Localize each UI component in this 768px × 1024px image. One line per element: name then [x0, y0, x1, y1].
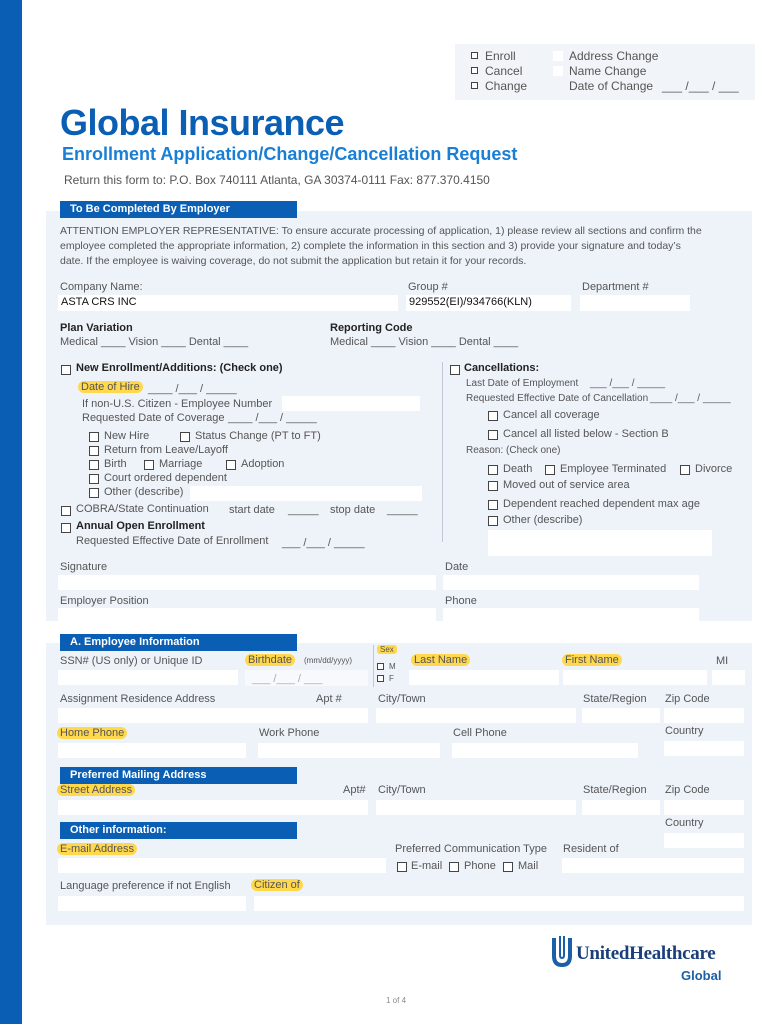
change-checkbox[interactable] [471, 82, 478, 89]
employee-country-label: Country [665, 725, 704, 737]
birthdate-highlight: Birthdate [245, 654, 295, 666]
status-change-label: Status Change (PT to FT) [195, 430, 321, 442]
employer-position-field[interactable] [58, 608, 436, 623]
mi-label: MI [716, 655, 729, 667]
comm-mail-label: Mail [518, 860, 539, 872]
street-address-label [57, 784, 135, 796]
annual-effective-label: Requested Effective Date of Enrollment [76, 535, 269, 547]
new-hire-label: New Hire [104, 430, 150, 442]
last-employment-label: Last Date of Employment [466, 378, 579, 389]
attention-line-2: employee completed the appropriate information, 2) complete the information in this section and 3) provide your signature and today’s [60, 240, 681, 252]
plan-variation-line: Medical ____ Vision ____ Dental ____ [60, 336, 249, 348]
death-label: Death [503, 463, 533, 475]
new-hire-checkbox[interactable] [89, 432, 99, 442]
other-new-label: Other (describe) [104, 486, 184, 498]
phone-label: Phone [445, 595, 477, 607]
email-address-highlight: E-mail Address [57, 843, 137, 855]
moved-out-label: Moved out of service area [503, 479, 630, 491]
annual-open-checkbox[interactable] [61, 523, 71, 533]
company-name-value: ASTA CRS INC [61, 296, 137, 308]
comm-phone-label: Phone [464, 860, 496, 872]
mailing-apt-label: Apt# [343, 784, 366, 796]
assignment-state-label: State/Region [583, 693, 647, 705]
attention-line-3: date. If the employee is waiving coverage, do not submit the application but retain it for your records. [60, 255, 527, 267]
requested-cancel-blank: ____ /___ / _____ [650, 393, 731, 404]
email-address-label [57, 843, 137, 855]
language-preference-label: Language preference if not English [60, 880, 231, 892]
home-phone-label [57, 727, 127, 739]
mailing-section-heading: Preferred Mailing Address [60, 767, 297, 784]
cancel-listed-label: Cancel all listed below - Section B [503, 428, 669, 440]
reporting-code-line: Medical ____ Vision ____ Dental ____ [330, 336, 519, 348]
mailing-city-label: City/Town [378, 784, 426, 796]
department-label: Department # [582, 281, 649, 293]
page-title: Global Insurance [60, 102, 345, 143]
cancellations-checkbox[interactable] [450, 365, 460, 375]
unitedhealthcare-u-icon [550, 934, 574, 970]
employee-country-field[interactable] [664, 741, 744, 756]
comm-email-label: E-mail [411, 860, 443, 872]
citizen-of-label [251, 879, 303, 891]
sex-m-checkbox[interactable] [377, 663, 384, 670]
change-label: Change [485, 79, 528, 93]
date-of-change-label: Date of Change [569, 79, 654, 93]
employer-column-divider [442, 362, 443, 542]
date-of-change-blank: ___ /___ / ___ [662, 79, 739, 93]
address-change-checkbox[interactable] [553, 51, 563, 61]
mailing-zip-field[interactable] [664, 800, 744, 815]
street-address-field[interactable] [58, 800, 368, 815]
employer-position-label: Employer Position [60, 595, 149, 607]
mailing-city-field[interactable] [376, 800, 576, 815]
resident-of-field[interactable] [562, 858, 744, 873]
other-new-checkbox[interactable] [89, 488, 99, 498]
other-cancel-describe-field[interactable] [488, 530, 712, 556]
reason-check-label: Reason: (Check one) [466, 445, 561, 456]
sex-m-label: M [389, 662, 396, 671]
employer-section-heading: To Be Completed By Employer [60, 201, 297, 218]
assignment-address-field[interactable] [58, 708, 368, 723]
cancel-all-coverage-checkbox[interactable] [488, 411, 498, 421]
cobra-label: COBRA/State Continuation [76, 503, 209, 515]
company-name-label: Company Name: [60, 281, 143, 293]
cancel-all-coverage-label: Cancel all coverage [503, 409, 600, 421]
page-number: 1 of 4 [386, 996, 407, 1005]
last-employment-blank: ___ /___ / _____ [590, 378, 666, 389]
sex-f-checkbox[interactable] [377, 675, 384, 682]
non-us-citizen-label: If non-U.S. Citizen - Employee Number [82, 398, 273, 410]
divorce-checkbox[interactable] [680, 465, 690, 475]
group-number-label: Group # [408, 281, 448, 293]
employee-number-field[interactable] [282, 396, 420, 411]
date-of-hire-highlight: Date of Hire [78, 381, 143, 393]
marriage-checkbox[interactable] [144, 460, 154, 470]
new-enrollment-checkbox[interactable] [61, 365, 71, 375]
last-name-field[interactable] [409, 670, 559, 685]
return-leave-label: Return from Leave/Layoff [104, 444, 228, 456]
attention-line-1: ATTENTION EMPLOYER REPRESENTATIVE: To ensure accurate processing of application, 1) please review all sections and confirm the [60, 225, 702, 237]
other-cancel-label: Other (describe) [503, 514, 583, 526]
court-ordered-label: Court ordered dependent [104, 472, 227, 484]
death-checkbox[interactable] [488, 465, 498, 475]
first-name-field[interactable] [563, 670, 707, 685]
cobra-start-date-label: start date [229, 504, 275, 516]
birthdate-field[interactable] [245, 670, 368, 686]
assignment-zip-field[interactable] [664, 708, 744, 723]
employee-section-heading: A. Employee Information [60, 634, 297, 651]
language-preference-field[interactable] [58, 896, 246, 911]
ssn-field[interactable] [58, 670, 238, 685]
signature-label: Signature [60, 561, 108, 573]
left-brand-bar [0, 0, 22, 1024]
department-field[interactable] [580, 295, 690, 311]
citizen-of-highlight: Citizen of [251, 879, 303, 891]
return-address-line: Return this form to: P.O. Box 740111 Atlanta, GA 30374-0111 Fax: 877.370.4150 [64, 173, 490, 187]
employee-terminated-label: Employee Terminated [560, 463, 667, 475]
cancel-listed-checkbox[interactable] [488, 430, 498, 440]
mailing-state-label: State/Region [583, 784, 647, 796]
cobra-stop-date-label: stop date [330, 504, 376, 516]
court-ordered-checkbox[interactable] [89, 474, 99, 484]
assignment-address-label: Assignment Residence Address [60, 693, 216, 705]
first-name-label [562, 654, 622, 666]
other-section-heading: Other information: [60, 822, 297, 839]
cell-phone-label: Cell Phone [453, 727, 507, 739]
birth-label: Birth [104, 458, 127, 470]
birthdate-label [245, 654, 295, 666]
cobra-checkbox[interactable] [61, 506, 71, 516]
birthdate-format: (mm/dd/yyyy) [304, 656, 352, 665]
other-cancel-checkbox[interactable] [488, 516, 498, 526]
assignment-apt-label: Apt # [316, 693, 342, 705]
citizen-of-field[interactable] [254, 896, 744, 911]
enroll-label: Enroll [485, 49, 516, 63]
requested-cancel-label: Requested Effective Date of Cancellation [466, 393, 649, 404]
mailing-state-field[interactable] [582, 800, 660, 815]
return-leave-checkbox[interactable] [89, 446, 99, 456]
signature-field[interactable] [58, 575, 436, 590]
cancellations-label: Cancellations: [464, 362, 540, 374]
adoption-checkbox[interactable] [226, 460, 236, 470]
assignment-state-field[interactable] [582, 708, 660, 723]
enroll-checkbox[interactable] [471, 52, 478, 59]
cancel-label: Cancel [485, 64, 523, 78]
sex-highlight: Sex [377, 645, 397, 654]
page-subtitle: Enrollment Application/Change/Cancellation Request [62, 144, 518, 164]
assignment-city-label: City/Town [378, 693, 426, 705]
preferred-communication-label: Preferred Communication Type [395, 843, 548, 855]
other-new-describe-field[interactable] [190, 486, 422, 501]
resident-of-label: Resident of [563, 843, 619, 855]
home-phone-highlight: Home Phone [57, 727, 127, 739]
mailing-zip-label: Zip Code [665, 784, 710, 796]
email-address-field[interactable] [58, 858, 386, 873]
adoption-label: Adoption [241, 458, 285, 470]
plan-variation-label: Plan Variation [60, 322, 133, 334]
unitedhealthcare-logo [550, 932, 730, 988]
ssn-label: SSN# (US only) or Unique ID [60, 655, 203, 667]
reporting-code-label: Reporting Code [330, 322, 413, 334]
cancel-checkbox[interactable] [471, 67, 478, 74]
comm-phone-checkbox[interactable] [449, 862, 459, 872]
assignment-zip-label: Zip Code [665, 693, 710, 705]
brand-name: UnitedHealthcare [576, 943, 716, 964]
street-address-highlight: Street Address [57, 784, 135, 796]
cobra-stop-date-blank: _____ [387, 504, 418, 516]
annual-open-label: Annual Open Enrollment [76, 520, 205, 532]
name-change-checkbox[interactable] [553, 66, 563, 76]
phone-field[interactable] [443, 608, 699, 623]
mailing-country-field[interactable] [664, 833, 744, 848]
status-change-checkbox[interactable] [180, 432, 190, 442]
birth-checkbox[interactable] [89, 460, 99, 470]
sex-label [377, 645, 397, 654]
requested-coverage-label: Requested Date of Coverage [82, 412, 225, 424]
last-name-label [411, 654, 470, 666]
date-of-hire-label [78, 381, 143, 393]
marriage-label: Marriage [159, 458, 203, 470]
cobra-start-date-blank: _____ [288, 504, 319, 516]
annual-effective-blank: ___ /___ / _____ [282, 537, 365, 549]
requested-coverage-blank: ____ /___ / _____ [228, 412, 317, 424]
date-field[interactable] [443, 575, 699, 590]
dependent-max-label: Dependent reached dependent max age [503, 498, 700, 510]
date-label: Date [445, 561, 469, 573]
home-phone-field[interactable] [58, 743, 246, 758]
comm-mail-checkbox[interactable] [503, 862, 513, 872]
group-number-value: 929552(EI)/934766(KLN) [409, 296, 532, 308]
assignment-city-field[interactable] [376, 708, 576, 723]
comm-email-checkbox[interactable] [397, 862, 407, 872]
last-name-highlight: Last Name [411, 654, 470, 666]
sex-divider [373, 645, 374, 687]
employee-terminated-checkbox[interactable] [545, 465, 555, 475]
sex-f-label: F [389, 674, 394, 683]
first-name-highlight: First Name [562, 654, 622, 666]
mi-field[interactable] [712, 670, 745, 685]
work-phone-field[interactable] [258, 743, 440, 758]
divorce-label: Divorce [695, 463, 733, 475]
work-phone-label: Work Phone [259, 727, 320, 739]
date-of-hire-blank: ____ /___ / _____ [148, 383, 237, 395]
new-enrollment-label: New Enrollment/Additions: (Check one) [76, 362, 283, 374]
brand-sub: Global [681, 968, 722, 983]
dependent-max-checkbox[interactable] [488, 500, 498, 510]
name-change-label: Name Change [569, 64, 647, 78]
cell-phone-field[interactable] [452, 743, 638, 758]
mailing-country-label: Country [665, 817, 704, 829]
address-change-label: Address Change [569, 49, 659, 63]
moved-out-checkbox[interactable] [488, 481, 498, 491]
